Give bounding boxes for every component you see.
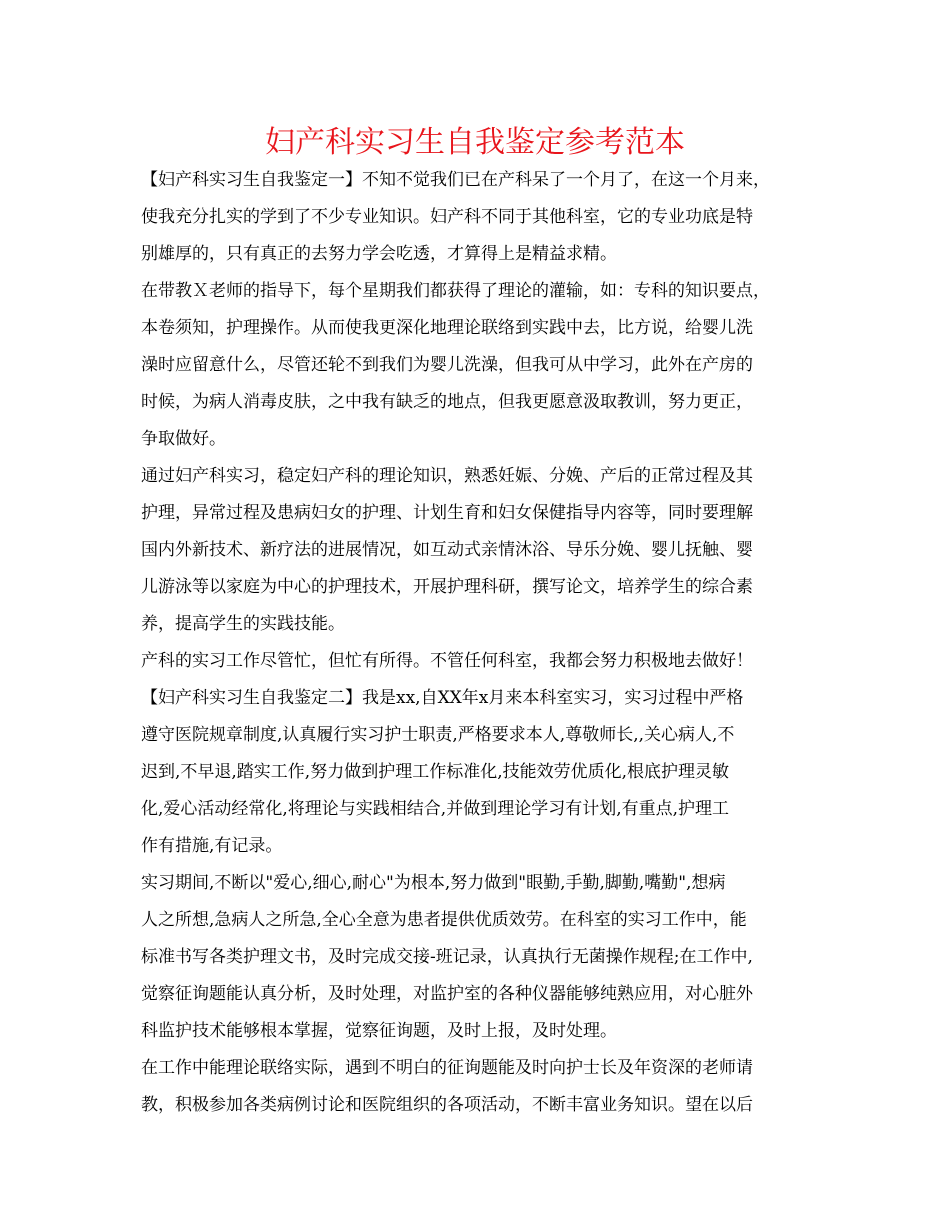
body-line: 争取做好。 bbox=[141, 429, 226, 449]
body-line: 教，积极参加各类病例讨论和医院组织的各项活动，不断丰富业务知识。望在以后 bbox=[141, 1095, 753, 1115]
body-line: 【妇产科实习生自我鉴定一】不知不觉我们已在产科呆了一个月了，在这一个月来， bbox=[141, 170, 770, 190]
document-title: 妇产科实习生自我鉴定参考范本 bbox=[265, 125, 685, 160]
body-line: 觉察征询题能认真分析，及时处理，对监护室的各种仪器能够纯熟应用，对心脏外 bbox=[141, 984, 753, 1004]
body-line: 本卷须知，护理操作。从而使我更深化地理论联络到实践中去，比方说，给婴儿洗 bbox=[141, 318, 753, 338]
body-line: 通过妇产科实习，稳定妇产科的理论知识，熟悉妊娠、分娩、产后的正常过程及其 bbox=[141, 466, 753, 486]
body-line: 实习期间,不断以"爱心,细心,耐心"为根本,努力做到"眼勤,手勤,脚勤,嘴勤",想病 bbox=[141, 873, 726, 893]
body-line: 在带教Ｘ老师的指导下，每个星期我们都获得了理论的灌输，如：专科的知识要点， bbox=[141, 281, 770, 301]
body-line: 人之所想,急病人之所急,全心全意为患者提供优质效劳。在科室的实习工作中，能 bbox=[141, 910, 747, 930]
body-line: 儿游泳等以家庭为中心的护理技术，开展护理科研，撰写论文，培养学生的综合素 bbox=[141, 577, 753, 597]
body-line: 标准书写各类护理文书，及时完成交接-班记录，认真执行无菌操作规程;在工作中, bbox=[141, 947, 753, 967]
body-line: 国内外新技术、新疗法的进展情况，如互动式亲情沐浴、导乐分娩、婴儿抚触、婴 bbox=[141, 540, 753, 560]
body-line: 别雄厚的，只有真正的去努力学会吃透，才算得上是精益求精。 bbox=[141, 244, 617, 264]
body-line: 护理，异常过程及患病妇女的护理、计划生育和妇女保健指导内容等，同时要理解 bbox=[141, 503, 753, 523]
body-line: 【妇产科实习生自我鉴定二】我是xx,自XX年x月来本科室实习，实习过程中严格 bbox=[141, 688, 744, 708]
body-line: 养，提高学生的实践技能。 bbox=[141, 614, 345, 634]
body-line: 在工作中能理论联络实际，遇到不明白的征询题能及时向护士长及年资深的老师请 bbox=[141, 1058, 753, 1078]
body-line: 使我充分扎实的学到了不少专业知识。妇产科不同于其他科室，它的专业功底是特 bbox=[141, 207, 753, 227]
body-line: 作有措施,有记录。 bbox=[141, 836, 283, 856]
body-line: 时候，为病人消毒皮肤，之中我有缺乏的地点，但我更愿意汲取教训，努力更正， bbox=[141, 392, 753, 412]
body-line: 迟到,不早退,踏实工作,努力做到护理工作标准化,技能效劳优质化,根底护理灵敏 bbox=[141, 762, 730, 782]
body-line: 化,爱心活动经常化,将理论与实践相结合,并做到理论学习有计划,有重点,护理工 bbox=[141, 799, 730, 819]
body-line: 科监护技术能够根本掌握，觉察征询题，及时上报，及时处理。 bbox=[141, 1021, 617, 1041]
body-line: 产科的实习工作尽管忙，但忙有所得。不管任何科室，我都会努力积极地去做好！ bbox=[141, 651, 753, 671]
body-line: 澡时应留意什么，尽管还轮不到我们为婴儿洗澡，但我可从中学习，此外在产房的 bbox=[141, 355, 753, 375]
body-line: 遵守医院规章制度,认真履行实习护士职责,严格要求本人,尊敬师长,,关心病人,不 bbox=[141, 725, 735, 745]
